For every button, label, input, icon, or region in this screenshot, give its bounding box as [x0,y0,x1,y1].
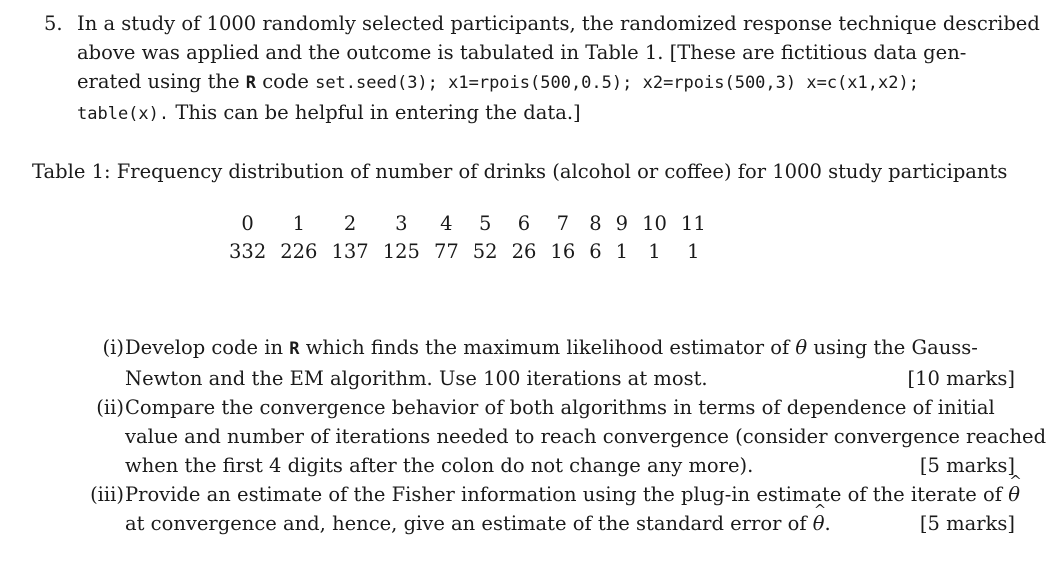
table-cell: 226 [280,240,318,263]
table-cell: 5 [478,212,492,235]
table-cell: 3 [395,212,408,235]
table-cell: 1 [648,240,661,263]
problem-line-2: above was applied and the outcome is tabulated in Table 1. [These are fictitious data gen- [77,41,967,64]
part-ii-line-3: when the first 4 digits after the colon do not change any more). [5 marks] [125,451,1015,480]
part-ii-line-1: Compare the convergence behavior of both algorithms in terms of dependence of initial [125,396,995,419]
r-code-snippet: set.seed(3); x1=rpois(500,0.5); x2=rpois(500,3) x=c(x1,x2); [315,73,919,93]
table-cell: 26 [511,240,537,263]
table-caption: Table 1: Frequency distribution of number of drinks (alcohol or coffee) for 1000 study participants [32,160,1008,183]
r-keyword: R [289,339,300,359]
theta-symbol: θ [795,336,808,359]
table-cell: 0 [241,212,254,235]
part-iii-line-1: Provide an estimate of the Fisher information using the plug-in estimate of the iterate of ^ θ [125,480,1015,509]
part-iii [80,480,1020,538]
table-cell: 6 [589,240,602,263]
part-i-line-1: Develop code in R which finds the maximum likelihood estimator of θ using the Gauss- [125,336,978,359]
marks-label: [10 marks] [907,367,1015,390]
sub-questions [80,333,1047,538]
marks-label: [5 marks] [919,512,1015,535]
problem-line-1: 5. In a study of 1000 randomly selected participants, the randomized response technique described [44,9,1019,38]
frequency-table [222,210,713,266]
marks-label: [5 marks] [919,454,1015,477]
part-i-line-2: Newton and the EM algorithm. Use 100 iterations at most. [10 marks] [125,364,1015,393]
table-cell: 7 [556,212,570,235]
table-cell: 1 [687,240,700,263]
table-cell: 1 [292,212,306,235]
table-cell: 4 [440,212,453,235]
r-keyword: R [245,73,256,93]
problem-statement [44,9,1040,129]
table-row-counts [222,238,713,266]
table-cell: 16 [550,240,576,263]
part-label: (iii) [90,483,124,506]
problem-line-3: erated using the R code set.seed(3); x1=rpois(500,0.5); x2=rpois(500,3) x=c(x1,x2); [77,70,919,93]
part-ii-line-2: value and number of iterations needed to reach convergence (consider convergence reached [125,425,1047,448]
part-i [80,333,1015,393]
part-label: (ii) [96,396,124,419]
theta-hat-symbol: ^ θ [1008,480,1020,509]
table-cell: 332 [229,240,267,263]
table-cell: 52 [472,240,498,263]
part-label: (i) [102,336,124,359]
table-cell: 2 [343,212,357,235]
problem-number: 5. [44,12,63,35]
table-cell: 6 [517,212,531,235]
table-cell: 8 [589,212,602,235]
part-ii [80,393,1047,480]
table-cell: 10 [642,212,667,235]
theta-hat-symbol: ^ θ [813,509,825,538]
table-cell: 1 [615,240,629,263]
part-iii-line-2: at convergence and, hence, give an estimate of the standard error of ^ θ. [5 marks] [125,509,1015,538]
table-cell: 9 [615,212,629,235]
problem-line-4: table(x). This can be helpful in entering the data.] [77,101,581,124]
r-code-snippet-2: table(x). [77,104,170,124]
table-cell: 77 [433,240,459,263]
table-cell: 137 [331,240,369,263]
table-row-values [222,210,713,238]
table-cell: 11 [680,212,706,235]
table-cell: 125 [382,240,420,263]
